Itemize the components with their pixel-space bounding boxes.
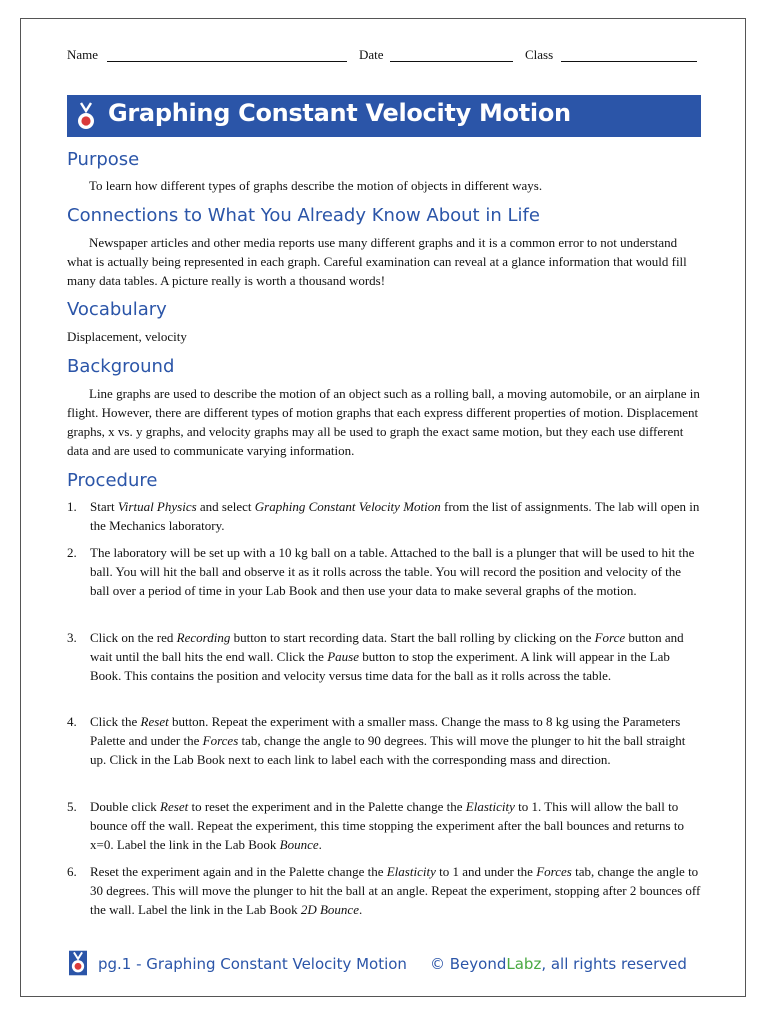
- step-emphasis: Graphing Constant Velocity Motion: [254, 499, 441, 514]
- procedure-heading: Procedure: [67, 470, 158, 491]
- step-text: [90, 862, 702, 919]
- class-field[interactable]: [561, 61, 697, 62]
- step-text: [90, 543, 702, 600]
- page-title: Graphing Constant Velocity Motion: [108, 99, 571, 127]
- step-emphasis: 2D Bounce: [300, 902, 359, 917]
- vocabulary-heading: Vocabulary: [67, 299, 167, 320]
- step-text: [90, 628, 702, 685]
- purpose-text: To learn how different types of graphs describe the motion of objects in different ways.: [89, 178, 543, 193]
- background-text: Line graphs are used to describe the motion of an object such as a rolling ball, a moving automobile, or an airplane in flight. However, there are different types of motion graphs that each express different properties of motion. Displacement graphs, x vs. y graphs, and velocity graphs may all be used to graph the exact same motion, but they each use different data and are used to communicate varying information.: [67, 386, 700, 458]
- procedure-step: [67, 862, 702, 919]
- step-emphasis: Reset: [140, 714, 169, 729]
- step-run: .: [358, 902, 363, 917]
- step-number: 2.: [67, 545, 77, 560]
- footer-copyright: [430, 955, 687, 973]
- date-field[interactable]: [390, 61, 513, 62]
- step-number: 3.: [67, 630, 77, 645]
- name-label: Name: [67, 47, 99, 62]
- step-emphasis: Forces: [536, 864, 572, 879]
- medal-icon: [75, 102, 97, 132]
- step-text: [90, 497, 702, 535]
- step-run: tab, change the angle to 30 degrees. This will move the plunger to hit the ball at an angle. Repeat the experiment, stopping after 2 bounces off the wall. Label the link in the Lab Book: [90, 864, 701, 917]
- step-run: The laboratory will be set up with a 10 kg ball on a table. Attached to the ball is a plunger that will be used to hit the ball. You will hit the ball and observe it as it rolls across the table. You will record the position and velocity of the ball over a period of time in your Lab Book and then use your data to make several graphs of the motion.: [90, 545, 695, 598]
- vocabulary-text: Displacement, velocity: [67, 329, 187, 344]
- step-emphasis: Pause: [327, 649, 359, 664]
- title-banner: [67, 95, 701, 137]
- page-footer: [67, 950, 701, 980]
- step-run: to reset the experiment and in the Palette change the: [188, 799, 466, 814]
- name-field[interactable]: [107, 61, 347, 62]
- date-label: Date: [359, 47, 384, 62]
- step-run: Reset the experiment again and in the Palette change the: [90, 864, 387, 879]
- step-run: to 1 and under the: [435, 864, 537, 879]
- footer-medal-icon: [69, 950, 87, 976]
- step-emphasis: Recording: [176, 630, 231, 645]
- step-text: [90, 712, 702, 769]
- copyright-prefix: © Beyond: [430, 955, 507, 973]
- step-number: 4.: [67, 714, 77, 729]
- step-emphasis: Force: [594, 630, 626, 645]
- step-run: Click on the red: [90, 630, 177, 645]
- step-emphasis: Forces: [202, 733, 239, 748]
- step-run: Start: [90, 499, 118, 514]
- step-run: to 1. This will allow the ball to bounce off the wall. Repeat the experiment, this time stopping the experiment after the ball bounces and returns to x=0. Label the link in the Lab Book: [90, 799, 684, 852]
- step-emphasis: Elasticity: [465, 799, 515, 814]
- step-run: tab, change the angle to 90 degrees. This will move the plunger to hit the ball straight up. Click in the Lab Book next to each link to label each with the corresponding mass and direction.: [90, 733, 686, 767]
- procedure-step: [67, 497, 702, 535]
- procedure-step: [67, 797, 702, 854]
- step-run: and select: [196, 499, 255, 514]
- step-number: 5.: [67, 799, 77, 814]
- copyright-suffix: , all rights reserved: [541, 955, 687, 973]
- step-text: [90, 797, 702, 854]
- procedure-step: [67, 543, 702, 600]
- connections-heading: Connections to What You Already Know About in Life: [67, 205, 540, 226]
- step-number: 1.: [67, 499, 77, 514]
- step-run: button to stop the experiment. A link will appear in the Lab Book. This contains the position and velocity versus time data for the ball as it rolls across the table.: [90, 649, 670, 683]
- student-info-line: [67, 47, 697, 67]
- connections-text: Newspaper articles and other media reports use many different graphs and it is a common error to not understand what is actually being represented in each graph. Careful examination can reveal at a glance information that would fill many data tables. A picture really is worth a thousand words!: [67, 235, 687, 288]
- step-emphasis: Reset: [160, 799, 189, 814]
- step-emphasis: Elasticity: [386, 864, 436, 879]
- step-emphasis: Bounce: [279, 837, 319, 852]
- step-run: from the list of assignments. The lab will open in the Mechanics laboratory.: [90, 499, 700, 533]
- footer-page-title: pg.1 - Graphing Constant Velocity Motion: [98, 955, 407, 973]
- step-run: button to start recording data. Start the ball rolling by clicking on the: [230, 630, 595, 645]
- step-run: .: [318, 837, 322, 852]
- copyright-brand: Labz: [506, 955, 542, 973]
- step-number: 6.: [67, 864, 77, 879]
- step-run: button and wait until the ball hits the end wall. Click the: [90, 630, 684, 664]
- step-run: button. Repeat the experiment with a smaller mass. Change the mass to 8 kg using the Parameters Palette and under the: [90, 714, 681, 748]
- step-emphasis: Virtual Physics: [117, 499, 197, 514]
- step-run: Click the: [90, 714, 141, 729]
- procedure-step: [67, 628, 702, 685]
- step-run: Double click: [90, 799, 161, 814]
- procedure-step: [67, 712, 702, 769]
- background-heading: Background: [67, 356, 175, 377]
- class-label: Class: [525, 47, 554, 62]
- purpose-heading: Purpose: [67, 149, 140, 170]
